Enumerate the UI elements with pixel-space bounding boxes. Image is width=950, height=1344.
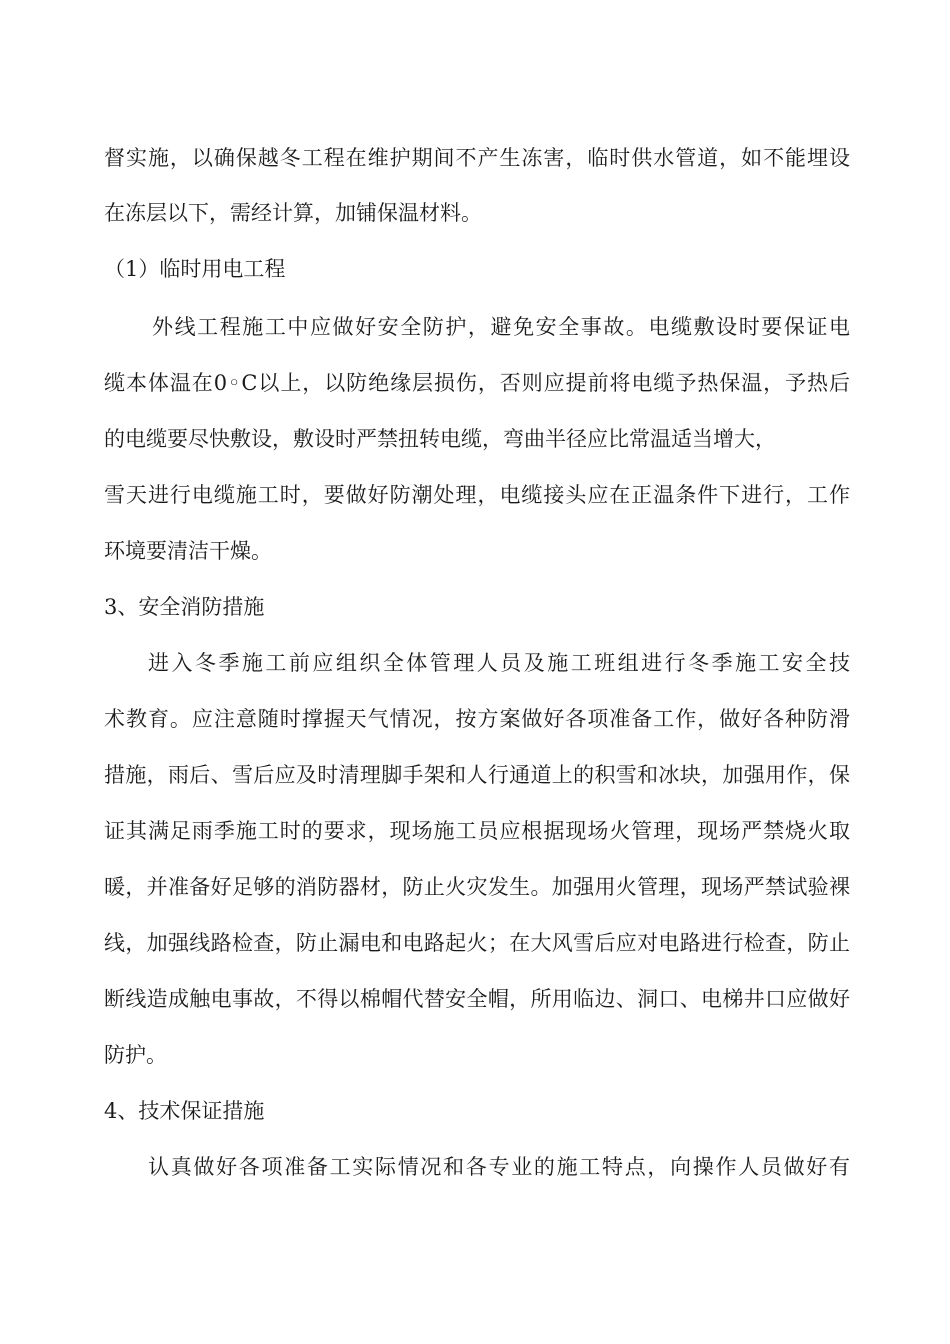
section-heading: 4、技术保证措施 bbox=[104, 1099, 265, 1123]
paragraph-line: 外线工程施工中应做好安全防护，避免安全事故。电缆敷设时要保证电 bbox=[152, 315, 850, 339]
paragraph-line: 的电缆要尽快敷设，敷设时严禁扭转电缆，弯曲半径应比常温适当增大， bbox=[104, 427, 776, 451]
paragraph-line: 暖，并准备好足够的消防器材，防止火灾发生。加强用火管理，现场严禁试验裸 bbox=[104, 875, 850, 899]
section-heading: （1）临时用电工程 bbox=[104, 257, 286, 281]
paragraph-line: 缆本体温在0◦C以上，以防绝缘层损伤，否则应提前将电缆予热保温，予热后 bbox=[104, 371, 850, 395]
section-heading: 3、安全消防措施 bbox=[104, 595, 265, 619]
paragraph-line: 环境要清洁干燥。 bbox=[104, 539, 272, 563]
paragraph-line: 防护。 bbox=[104, 1043, 167, 1067]
paragraph-line: 术教育。应注意随时撑握天气情况，按方案做好各项准备工作，做好各种防滑 bbox=[104, 707, 850, 731]
paragraph-line: 措施，雨后、雪后应及时清理脚手架和人行通道上的积雪和冰块，加强用作，保 bbox=[104, 763, 850, 787]
paragraph-line: 断线造成触电事故，不得以棉帽代替安全帽，所用临边、洞口、电梯井口应做好 bbox=[104, 987, 850, 1011]
paragraph-line: 在冻层以下，需经计算，加铺保温材料。 bbox=[104, 201, 482, 225]
paragraph-line: 雪天进行电缆施工时，要做好防潮处理，电缆接头应在正温条件下进行，工作 bbox=[104, 483, 850, 507]
paragraph-line: 督实施，以确保越冬工程在维护期间不产生冻害，临时供水管道，如不能埋设 bbox=[104, 146, 850, 170]
paragraph-line: 认真做好各项准备工实际情况和各专业的施工特点，向操作人员做好有 bbox=[148, 1155, 850, 1179]
paragraph-line: 线，加强线路检查，防止漏电和电路起火；在大风雪后应对电路进行检查，防止 bbox=[104, 931, 850, 955]
paragraph-line: 进入冬季施工前应组织全体管理人员及施工班组进行冬季施工安全技 bbox=[148, 651, 850, 675]
paragraph-line: 证其满足雨季施工时的要求，现场施工员应根据现场火管理，现场严禁烧火取 bbox=[104, 819, 850, 843]
